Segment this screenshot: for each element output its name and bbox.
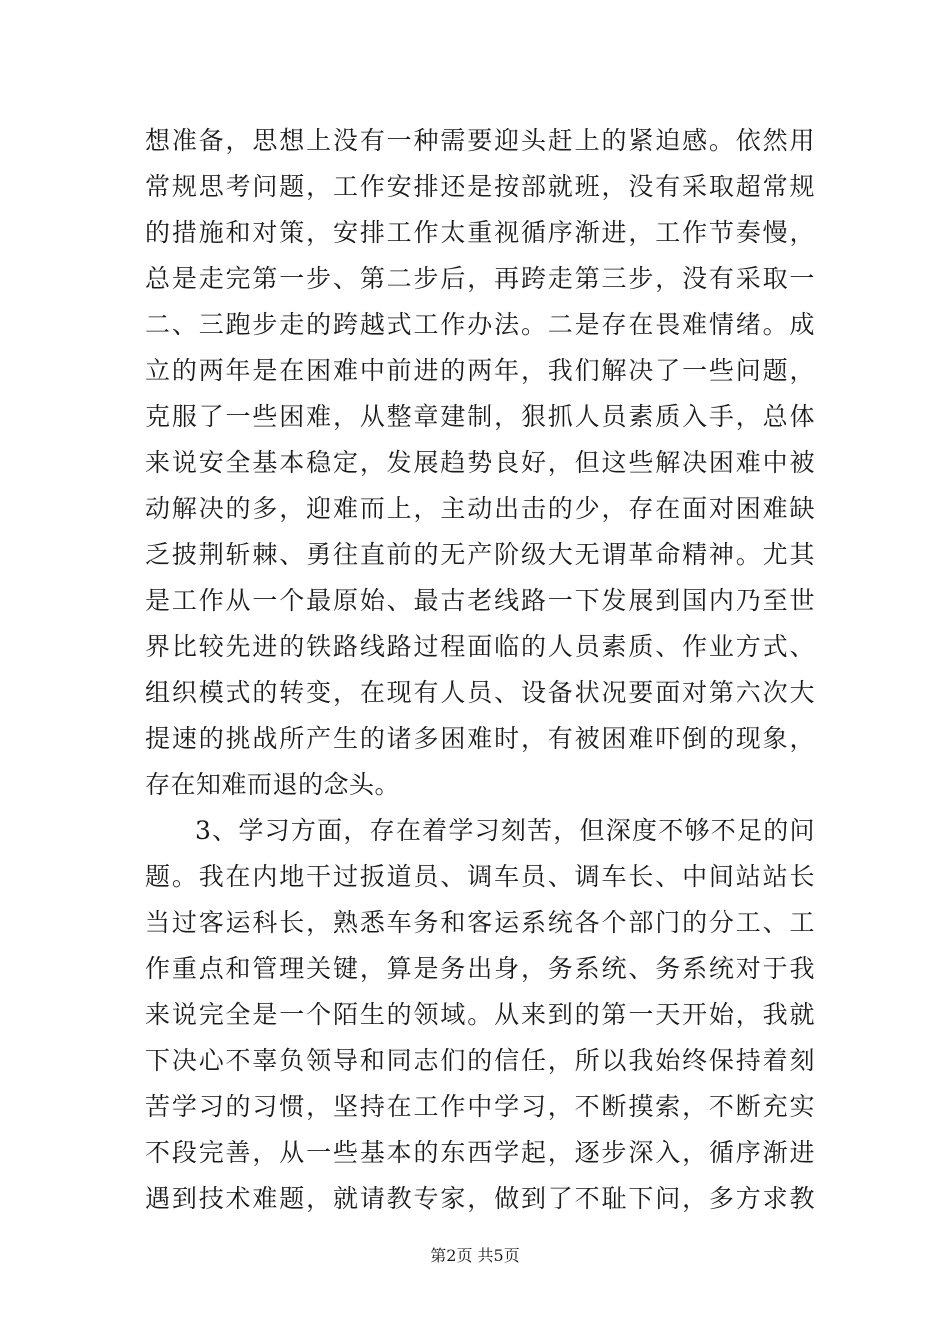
text-line: 下决心不辜负领导和同志们的信任，所以我始终保持着刻	[145, 1046, 815, 1075]
text-line: 题。我在内地干过扳道员、调车员、调车长、中间站站长	[145, 862, 815, 891]
text-line: 是工作从一个最原始、最古老线路一下发展到国内乃至世	[145, 586, 815, 615]
paragraph-start-line: 3、学习方面，存在着学习刻苦，但深度不够不足的问	[195, 816, 815, 845]
text-line: 当过客运科长，熟悉车务和客运系统各个部门的分工、工	[145, 908, 815, 937]
text-line: 来说完全是一个陌生的领域。从来到的第一天开始，我就	[145, 1000, 815, 1029]
text-line: 总是走完第一步、第二步后，再跨走第三步，没有采取一	[145, 264, 815, 293]
body-text	[145, 118, 815, 1222]
text-line: 二、三跑步走的跨越式工作办法。二是存在畏难情绪。成	[145, 310, 815, 339]
text-line: 动解决的多，迎难而上，主动出击的少，存在面对困难缺	[145, 494, 815, 523]
text-line: 提速的挑战所产生的诸多困难时，有被困难吓倒的现象，	[145, 724, 815, 753]
text-line: 遇到技术难题，就请教专家，做到了不耻下问，多方求教	[145, 1184, 815, 1213]
text-line: 立的两年是在困难中前进的两年，我们解决了一些问题，	[145, 356, 815, 385]
page-number-footer: 第2页 共5页	[430, 1246, 520, 1265]
text-line: 的措施和对策，安排工作太重视循序渐进，工作节奏慢，	[145, 218, 815, 247]
text-line: 组织模式的转变，在现有人员、设备状况要面对第六次大	[145, 678, 815, 707]
text-line: 不段完善，从一些基本的东西学起，逐步深入，循序渐进	[145, 1138, 815, 1167]
text-line: 苦学习的习惯，坚持在工作中学习，不断摸索，不断充实	[145, 1092, 815, 1121]
text-line: 克服了一些困难，从整章建制，狠抓人员素质入手，总体	[145, 402, 815, 431]
text-line: 想准备，思想上没有一种需要迎头赶上的紧迫感。依然用	[145, 126, 815, 155]
text-line: 乏披荆斩棘、勇往直前的无产阶级大无谓革命精神。尤其	[145, 540, 815, 569]
text-line: 界比较先进的铁路线路过程面临的人员素质、作业方式、	[145, 632, 815, 661]
text-line: 常规思考问题，工作安排还是按部就班，没有采取超常规	[145, 172, 815, 201]
paragraph-end-line: 存在知难而退的念头。	[145, 770, 401, 799]
text-line: 来说安全基本稳定，发展趋势良好，但这些解决困难中被	[145, 448, 815, 477]
text-line: 作重点和管理关键，算是务出身，务系统、务系统对于我	[145, 954, 815, 983]
